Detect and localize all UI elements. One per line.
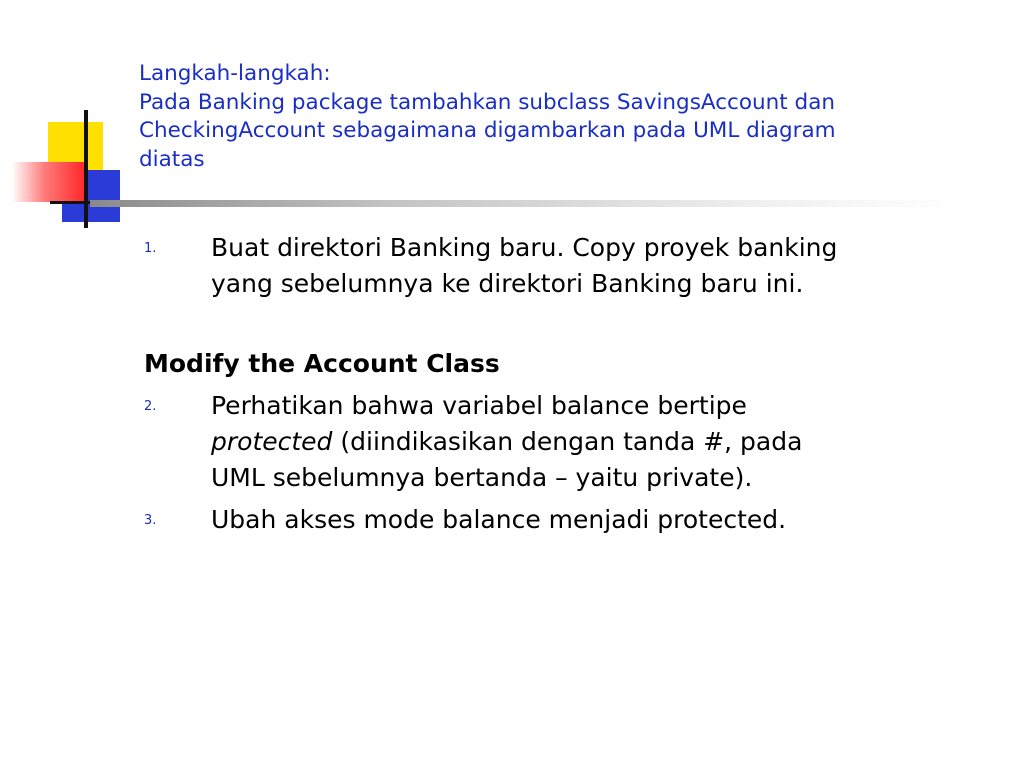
list-number: 3. <box>144 513 157 528</box>
list-number: 2. <box>144 399 157 414</box>
list-number: 1. <box>144 241 157 256</box>
list-item-3 <box>144 502 984 538</box>
list-item-line: Buat direktori Banking baru. Copy proyek banking <box>211 233 838 262</box>
list-item-line: UML sebelumnya bertanda – yaitu private). <box>211 463 753 492</box>
list-item-text <box>211 388 984 496</box>
ornament-vertical-line <box>84 110 88 228</box>
title-line: CheckingAccount sebagaimana digambarkan pada UML diagram <box>139 118 836 143</box>
spacer <box>144 302 984 346</box>
list-item-text <box>211 502 984 538</box>
title-line: diatas <box>139 146 205 172</box>
list-item-line <box>211 424 984 460</box>
list-item-2 <box>144 388 984 496</box>
ornament-red-gradient-bar <box>12 162 84 202</box>
slide-title <box>139 60 989 174</box>
list-item-text <box>211 230 984 302</box>
list-item-1 <box>144 230 984 302</box>
title-underline-fade <box>90 200 960 207</box>
slide-body <box>144 230 984 538</box>
emphasis-protected: protected <box>211 427 333 456</box>
list-item-line-rest: (diindikasikan dengan tanda #, pada <box>332 427 803 456</box>
title-line: Langkah-langkah: <box>139 61 331 86</box>
section-heading: Modify the Account Class <box>144 349 500 378</box>
title-line: Pada Banking package tambahkan subclass SavingsAccount dan <box>139 89 835 115</box>
list-item-line: Perhatikan bahwa variabel balance bertipe <box>211 391 747 420</box>
list-item-line: Ubah akses mode balance menjadi protected. <box>211 505 787 534</box>
list-item-line: yang sebelumnya ke direktori Banking baru ini. <box>211 269 804 298</box>
